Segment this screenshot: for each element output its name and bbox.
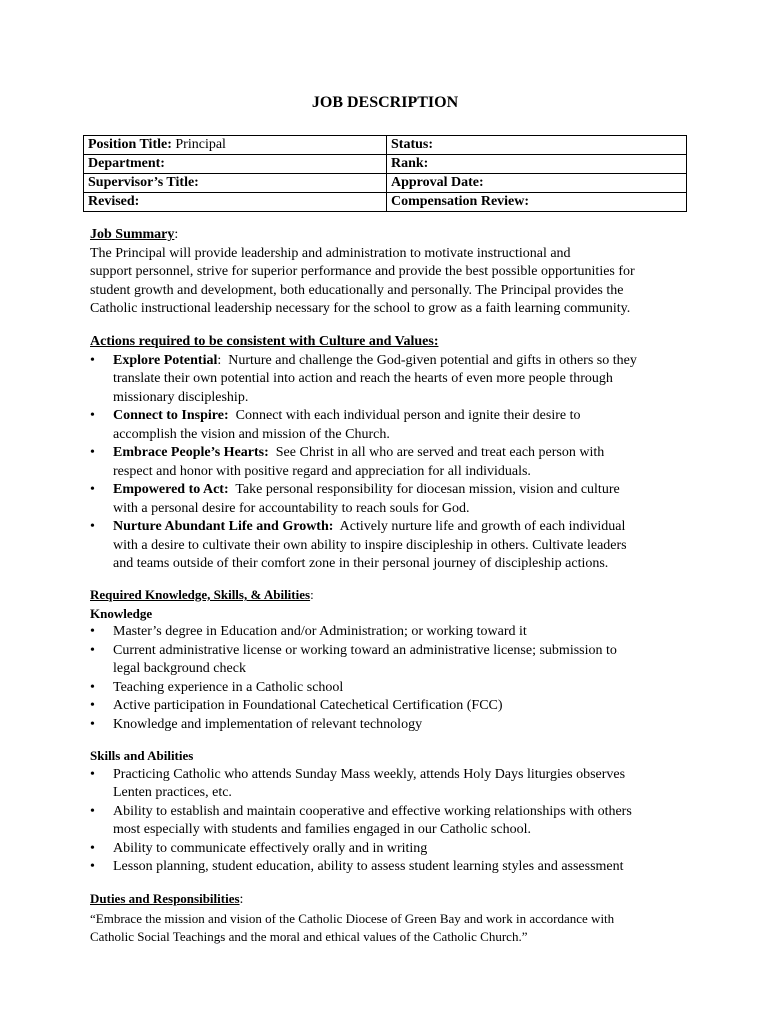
position-title-value: Principal	[175, 137, 226, 152]
list-item: • Teaching experience in a Catholic school	[90, 679, 690, 698]
position-title-cell	[84, 136, 387, 155]
job-summary-heading: Job Summary	[90, 227, 175, 242]
job-summary-line: The Principal will provide leadership and administration to motivate instructional and	[90, 245, 571, 261]
job-summary-line: student growth and development, both educationally and personally. The Principal provides the	[90, 282, 624, 298]
document-title: JOB DESCRIPTION	[311, 94, 459, 111]
duties-line: “Embrace the mission and vision of the Catholic Diocese of Green Bay and work in accordance with	[90, 910, 615, 926]
duties-heading-line: Duties and Responsibilities:	[90, 891, 244, 907]
ksa-heading-line: Required Knowledge, Skills, & Abilities:	[90, 587, 314, 602]
revised-label: Revised:	[88, 194, 140, 209]
actions-list	[90, 352, 690, 574]
skills-list	[90, 766, 690, 877]
department-label: Department:	[88, 156, 165, 171]
status-cell	[387, 136, 687, 155]
info-table	[83, 135, 687, 212]
approval-label: Approval Date:	[391, 175, 484, 190]
job-summary-section	[90, 226, 690, 319]
list-item: • Explore Potential: Nurture and challenge the God-given potential and gifts in others so they translate their own potential into action and reach the hearts of even more people through missionary discipleship.	[90, 352, 690, 408]
duties-section	[90, 890, 690, 947]
rank-label: Rank:	[391, 156, 429, 171]
duties-heading: Duties and Responsibilities	[90, 891, 240, 906]
job-summary-heading-line: Job Summary:	[90, 227, 179, 242]
list-item: • Nurture Abundant Life and Growth: Actively nurture life and growth of each individual with a desire to cultivate their own ability to inspire discipleship in others. Cultivate leaders and teams outside of their comfort zone in their personal journey of discipleship actions.	[90, 518, 690, 574]
ksa-section	[90, 586, 690, 734]
list-item: • Lesson planning, student education, ability to assess student learning styles and assessment	[90, 858, 690, 877]
list-item: • Knowledge and implementation of relevant technology	[90, 716, 690, 735]
supervisor-cell	[84, 174, 387, 193]
rank-cell	[387, 155, 687, 174]
list-item: • Embrace People’s Hearts: See Christ in all who are served and treat each person with respect and honor with positive regard and appreciation for all individuals.	[90, 444, 690, 481]
duties-line: Catholic Social Teachings and the moral and ethical values of the Catholic Church.”	[90, 929, 528, 944]
revised-cell	[84, 193, 387, 212]
list-item: • Current administrative license or working toward an administrative license; submission to legal background check	[90, 642, 690, 679]
compensation-label: Compensation Review:	[391, 194, 530, 209]
list-item: • Connect to Inspire: Connect with each individual person and ignite their desire to accomplish the vision and mission of the Church.	[90, 407, 690, 444]
actions-heading: Actions required to be consistent with Culture and Values:	[90, 334, 439, 349]
department-cell	[84, 155, 387, 174]
skills-heading: Skills and Abilities	[90, 748, 194, 763]
supervisor-label: Supervisor’s Title:	[88, 175, 199, 190]
actions-section	[90, 333, 690, 574]
knowledge-heading: Knowledge	[90, 605, 153, 621]
ksa-heading: Required Knowledge, Skills, & Abilities	[90, 587, 311, 602]
list-item: • Empowered to Act: Take personal responsibility for diocesan mission, vision and culture with a personal desire for accountability to reach souls for God.	[90, 481, 690, 518]
list-item: • Ability to establish and maintain cooperative and effective working relationships with others most especially with students and families engaged in our Catholic school.	[90, 803, 690, 840]
list-item: • Practicing Catholic who attends Sunday Mass weekly, attends Holy Days liturgies observes Lenten practices, etc.	[90, 766, 690, 803]
status-label: Status:	[391, 137, 434, 152]
knowledge-list	[90, 623, 690, 734]
position-title-label: Position Title:	[88, 137, 172, 152]
approval-cell	[387, 174, 687, 193]
list-item: • Master’s degree in Education and/or Administration; or working toward it	[90, 623, 690, 642]
skills-section	[90, 747, 690, 877]
job-summary-line: Catholic instructional leadership necessary for the school to grow as a faith learning community.	[90, 301, 631, 316]
list-item: • Ability to communicate effectively orally and in writing	[90, 840, 690, 859]
list-item: • Active participation in Foundational Catechetical Certification (FCC)	[90, 697, 690, 716]
compensation-cell	[387, 193, 687, 212]
job-summary-line: support personnel, strive for superior performance and provide the best possible opportunities for	[90, 264, 635, 279]
